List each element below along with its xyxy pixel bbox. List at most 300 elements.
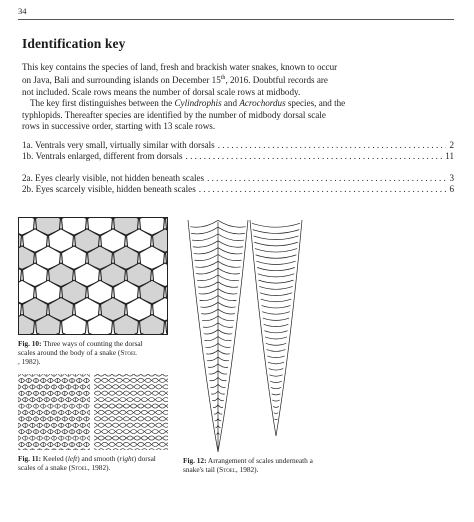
smooth-scale (112, 436, 119, 440)
subcaudal-single (255, 249, 297, 252)
smooth-scale (155, 374, 162, 376)
smooth-scale (112, 398, 119, 402)
smooth-scale (105, 398, 112, 402)
smooth-scale (105, 410, 112, 414)
intro-line-2-text: on Java, Bali and surrounding islands on December 15 (22, 75, 221, 86)
subcaudal-single (259, 286, 292, 289)
keeled-scale (87, 385, 90, 389)
smooth-scale (163, 398, 168, 402)
key-code: 1a. (22, 140, 33, 150)
section-heading: Identification key (22, 36, 126, 51)
smooth-scale (119, 436, 126, 440)
smooth-scale (137, 417, 144, 421)
intro-line-2-end: , 2016. Doubtful records are (225, 75, 328, 86)
subcaudal-single (267, 350, 286, 352)
smooth-scale (98, 398, 105, 402)
subcaudal-right (218, 391, 225, 394)
smooth-scale (141, 423, 148, 427)
key-target: 2 (449, 140, 454, 150)
smooth-scale (116, 430, 123, 434)
smooth-scale (101, 442, 108, 446)
smooth-scale (152, 404, 159, 408)
smooth-scale (152, 442, 159, 446)
smooth-scale (145, 442, 152, 446)
fig10-text-2: scales around the body of a snake ( (18, 348, 121, 358)
smooth-scale (141, 385, 148, 389)
fig11-keeled-scales (18, 374, 90, 450)
smooth-scale (159, 430, 166, 434)
smooth-scale (109, 417, 116, 421)
smooth-scale (101, 430, 108, 434)
subcaudal-left (195, 261, 218, 267)
smooth-scale (145, 417, 152, 421)
subcaudal-left (211, 391, 218, 394)
smooth-scale (134, 410, 141, 414)
subcaudal-right (218, 241, 243, 247)
smooth-scale (116, 391, 123, 395)
subcaudal-left (197, 275, 218, 281)
smooth-scale (134, 374, 141, 376)
subcaudal-single (260, 293, 292, 296)
key-text: Eyes scarcely visible, hidden beneath scales (35, 184, 196, 194)
smooth-scale (159, 404, 166, 408)
keeled-scale (18, 410, 21, 414)
smooth-scale (105, 385, 112, 389)
subcaudal-right (218, 282, 238, 287)
subcaudal-right (218, 357, 229, 361)
intro-line-4-pre: The key first distinguishes between the (30, 98, 175, 109)
smooth-scale (148, 398, 155, 402)
smooth-scale (105, 449, 112, 450)
subcaudal-left (210, 378, 218, 381)
intro-line-4-post: species, and the (285, 98, 346, 109)
smooth-scale (123, 404, 130, 408)
fig11-right: right (119, 454, 134, 463)
subcaudal-right (218, 309, 235, 314)
smooth-scale (112, 423, 119, 427)
subcaudal-right (218, 296, 236, 301)
subcaudal-left (202, 316, 218, 321)
subcaudal-right (218, 419, 221, 421)
smooth-scale (98, 449, 105, 450)
subcaudal-left (195, 255, 218, 261)
smooth-scale (130, 430, 137, 434)
smooth-scale (127, 374, 134, 376)
smooth-scale (159, 417, 166, 421)
smooth-scale (166, 430, 168, 434)
subcaudal-single (252, 223, 300, 227)
smooth-scale (101, 404, 108, 408)
fig11-text-d: scales of a snake ( (18, 463, 72, 473)
subcaudal-right (218, 350, 230, 354)
smooth-scale (155, 385, 162, 389)
smooth-scale (163, 449, 168, 450)
smooth-scale (141, 398, 148, 402)
smooth-scale (152, 430, 159, 434)
smooth-scale (98, 385, 105, 389)
subcaudal-left (198, 282, 218, 287)
subcaudal-left (207, 357, 218, 361)
smooth-scale (105, 374, 112, 376)
smooth-scale (163, 436, 168, 440)
subcaudal-single (253, 236, 298, 240)
key-target: 6 (449, 184, 454, 194)
smooth-scale (152, 378, 159, 382)
smooth-scale (109, 391, 116, 395)
smooth-scale (127, 449, 134, 450)
page-number: 34 (18, 6, 27, 16)
keeled-scale (18, 374, 21, 376)
smooth-scale (141, 374, 148, 376)
smooth-scale (123, 378, 130, 382)
smooth-scale (166, 404, 168, 408)
subcaudal-left (215, 419, 218, 421)
subcaudal-left (208, 364, 218, 368)
smooth-scale (94, 430, 101, 434)
smooth-scale (137, 430, 144, 434)
smooth-scale (130, 378, 137, 382)
smooth-scale (163, 374, 168, 376)
smooth-scale (148, 436, 155, 440)
subcaudal-left (212, 398, 218, 401)
smooth-scale (137, 378, 144, 382)
subcaudal-single (258, 274, 294, 277)
subcaudal-right (218, 330, 232, 334)
subcaudal-right (218, 364, 228, 368)
smooth-scale (159, 378, 166, 382)
header-rule (18, 19, 454, 20)
keeled-scale (87, 374, 90, 376)
subcaudal-left (200, 296, 218, 301)
subcaudal-left (192, 234, 218, 241)
subcaudal-single (269, 369, 284, 371)
subcaudal-left (205, 343, 218, 347)
smooth-scale (145, 378, 152, 382)
smooth-scale (141, 449, 148, 450)
subcaudal-single (273, 406, 279, 407)
fig12-author: Stoel (219, 465, 236, 475)
key-entry-1b[interactable] (22, 151, 454, 162)
subcaudal-right (218, 337, 231, 341)
smooth-scale (130, 391, 137, 395)
subcaudal-right (218, 255, 241, 261)
smooth-scale (148, 423, 155, 427)
fig11-author: Stoel (71, 463, 88, 473)
smooth-scale (94, 404, 101, 408)
subcaudal-right (218, 323, 233, 328)
smooth-scale (127, 423, 134, 427)
subcaudal-right (218, 425, 221, 427)
subcaudal-single (256, 255, 297, 258)
key-leader-dots (207, 173, 446, 184)
fig11-text-a: Keeled ( (41, 454, 68, 463)
subcaudal-left (193, 241, 218, 247)
smooth-scale (98, 436, 105, 440)
smooth-scale (101, 391, 108, 395)
subcaudal-single (254, 242, 298, 246)
subcaudal-single (272, 400, 279, 401)
subcaudal-right (218, 405, 223, 408)
smooth-scale (98, 410, 105, 414)
smooth-scale (155, 436, 162, 440)
subcaudal-single (256, 261, 295, 264)
key-code: 2b. (22, 184, 34, 194)
keeled-scale (18, 436, 21, 440)
smooth-scale (163, 410, 168, 414)
subcaudal-left (201, 309, 218, 314)
key-entry-2b[interactable] (22, 184, 454, 195)
smooth-scale (141, 436, 148, 440)
subcaudal-left (194, 248, 218, 254)
smooth-scale (155, 449, 162, 450)
smooth-scale (159, 391, 166, 395)
smooth-scale (163, 423, 168, 427)
subcaudal-single (263, 318, 289, 320)
intro-line-3: not included. Scale rows means the number of dorsal scale rows at midbody. (22, 86, 301, 97)
subcaudal-right (218, 234, 244, 241)
smooth-scale (94, 374, 97, 376)
smooth-scale (101, 378, 108, 382)
smooth-scale (94, 398, 97, 402)
subcaudal-left (210, 384, 218, 387)
fig11-label: Fig. 11: (18, 454, 42, 463)
smooth-scale (98, 374, 105, 376)
smooth-scale (166, 442, 168, 446)
smooth-scale (137, 404, 144, 408)
fig10-year: , 1982). (18, 357, 41, 367)
intro-line-2 (22, 73, 452, 86)
fig12-text-2: snake's tail ( (183, 465, 220, 475)
smooth-scale (112, 374, 119, 376)
fig12-label: Fig. 12: (183, 456, 207, 465)
smooth-scale (119, 398, 126, 402)
fig10-label: Fig. 10: (18, 339, 42, 348)
smooth-scale (116, 404, 123, 408)
smooth-scale (119, 385, 126, 389)
subcaudal-left (209, 371, 218, 374)
smooth-scale (130, 417, 137, 421)
subcaudal-right (218, 316, 234, 321)
smooth-scale (119, 374, 126, 376)
genus-cylindrophis: Cylindrophis (174, 98, 222, 109)
smooth-scale (105, 423, 112, 427)
fig11-year: , 1982). (87, 463, 111, 473)
smooth-scale (94, 378, 101, 382)
subcaudal-right (218, 398, 224, 401)
key-leader-dots (186, 151, 443, 162)
keeled-scale (18, 449, 21, 450)
subcaudal-right (218, 384, 226, 387)
smooth-scale (109, 378, 116, 382)
smooth-scale (166, 391, 168, 395)
subcaudal-single (257, 268, 295, 271)
key-leader-dots (218, 140, 447, 151)
intro-line-4 (22, 98, 452, 109)
smooth-scale (148, 410, 155, 414)
subcaudal-right (218, 371, 227, 374)
subcaudal-right (218, 261, 241, 267)
subcaudal-left (213, 405, 218, 408)
smooth-scale (148, 385, 155, 389)
intro-line-1: This key contains the species of land, fresh and brackish water snakes, known to occur (22, 62, 338, 72)
subcaudal-right (218, 227, 245, 234)
subcaudal-left (190, 220, 218, 227)
smooth-scale (137, 442, 144, 446)
smooth-scale (137, 391, 144, 395)
smooth-scale (159, 442, 166, 446)
subcaudal-single (267, 356, 284, 358)
genus-acrochordus: Acrochordus (239, 98, 286, 109)
smooth-scale (94, 385, 97, 389)
smooth-scale (127, 436, 134, 440)
fig11-smooth-scales (94, 374, 168, 450)
smooth-scale (116, 442, 123, 446)
key-target: 11 (445, 151, 454, 161)
subcaudal-single (274, 413, 278, 414)
smooth-scale (94, 410, 97, 414)
intro-line-5: typhlopids. Thereafter species are identified by the number of midbody dorsal scale (22, 109, 326, 120)
smooth-scale (116, 417, 123, 421)
key-entry-2a[interactable] (22, 173, 454, 184)
smooth-scale (94, 436, 97, 440)
keeled-scale (87, 410, 90, 414)
subcaudal-single (272, 394, 281, 395)
smooth-scale (155, 410, 162, 414)
subcaudal-left (214, 412, 218, 414)
subcaudal-single (269, 375, 282, 376)
fig12-caption (183, 456, 323, 474)
smooth-scale (123, 391, 130, 395)
keeled-scale (18, 398, 21, 402)
subcaudal-single (275, 419, 278, 420)
smooth-scale (127, 410, 134, 414)
subcaudal-single (270, 381, 282, 382)
subcaudal-left (206, 350, 218, 354)
smooth-scale (145, 391, 152, 395)
subcaudal-single (271, 387, 281, 388)
subcaudal-single (264, 324, 289, 326)
key-entry-1a[interactable] (22, 140, 454, 151)
key-text: Ventrals enlarged, different from dorsals (35, 151, 183, 161)
subcaudal-single (261, 305, 290, 308)
smooth-scale (130, 442, 137, 446)
smooth-scale (134, 436, 141, 440)
smooth-scale (98, 423, 105, 427)
smooth-scale (130, 404, 137, 408)
fig11-text-b: ) and smooth ( (77, 454, 120, 463)
fig10-caption (18, 339, 168, 367)
smooth-scale (112, 385, 119, 389)
intro-line-6: rows in successive order, starting with 13 scale rows. (22, 121, 216, 132)
fig11-text-c: ) dorsal (133, 454, 156, 463)
subcaudal-left (196, 268, 218, 274)
subcaudal-left (191, 227, 218, 234)
subcaudal-right (218, 343, 231, 347)
subcaudal-single (261, 299, 292, 302)
subcaudal-single (265, 337, 287, 339)
fig10-text: Three ways of counting the dorsal (41, 339, 143, 348)
fig10-author: Stoel (120, 348, 138, 358)
fig10-scale-diagram (18, 217, 168, 335)
keeled-scale (18, 423, 21, 427)
subcaudal-single (253, 230, 299, 234)
smooth-scale (163, 385, 168, 389)
subcaudal-left (203, 323, 218, 328)
subcaudal-left (204, 330, 218, 334)
smooth-scale (119, 449, 126, 450)
subcaudal-left (205, 337, 218, 341)
smooth-scale (148, 374, 155, 376)
smooth-scale (101, 417, 108, 421)
smooth-scale (134, 385, 141, 389)
subcaudal-left (199, 289, 218, 294)
smooth-scale (127, 398, 134, 402)
subcaudal-single (262, 312, 290, 314)
smooth-scale (145, 430, 152, 434)
smooth-scale (109, 430, 116, 434)
smooth-scale (105, 436, 112, 440)
subcaudal-single (264, 331, 287, 333)
subcaudal-right (218, 302, 236, 307)
intro-paragraph (22, 62, 452, 132)
smooth-scale (152, 417, 159, 421)
smooth-scale (152, 391, 159, 395)
subcaudal-single (259, 280, 294, 283)
smooth-scale (109, 404, 116, 408)
smooth-scale (94, 449, 97, 450)
key-target: 3 (449, 173, 454, 183)
smooth-scale (148, 449, 155, 450)
fig12-text: Arrangement of scales underneath a (206, 456, 313, 465)
smooth-scale (109, 442, 116, 446)
smooth-scale (166, 417, 168, 421)
smooth-scale (141, 410, 148, 414)
smooth-scale (123, 442, 130, 446)
subcaudal-right (218, 268, 240, 274)
key-code: 1b. (22, 151, 34, 161)
key-leader-dots (199, 184, 447, 195)
smooth-scale (94, 417, 101, 421)
smooth-scale (145, 404, 152, 408)
smooth-scale (119, 410, 126, 414)
smooth-scale (134, 398, 141, 402)
subcaudal-left (200, 302, 218, 307)
subcaudal-right (218, 378, 226, 381)
subcaudal-right (218, 412, 222, 414)
fig11-left: left (67, 454, 78, 463)
subcaudal-left (215, 425, 218, 427)
smooth-scale (116, 378, 123, 382)
key-text: Ventrals very small, virtually similar with dorsals (35, 140, 215, 150)
smooth-scale (127, 385, 134, 389)
intro-line-4-mid: and (221, 98, 240, 109)
subcaudal-right (218, 248, 242, 254)
subcaudal-single (266, 343, 286, 345)
key-text: Eyes clearly visible, not hidden beneath scales (35, 173, 205, 183)
intro-line-2-sup: th (220, 75, 226, 82)
keeled-scale (18, 385, 21, 389)
smooth-scale (112, 410, 119, 414)
subcaudal-right (218, 275, 239, 281)
smooth-scale (166, 378, 168, 382)
fig11-caption (18, 454, 168, 472)
smooth-scale (134, 423, 141, 427)
smooth-scale (119, 423, 126, 427)
smooth-scale (94, 423, 97, 427)
smooth-scale (112, 449, 119, 450)
keeled-scale (87, 398, 90, 402)
keeled-scale (87, 436, 90, 440)
